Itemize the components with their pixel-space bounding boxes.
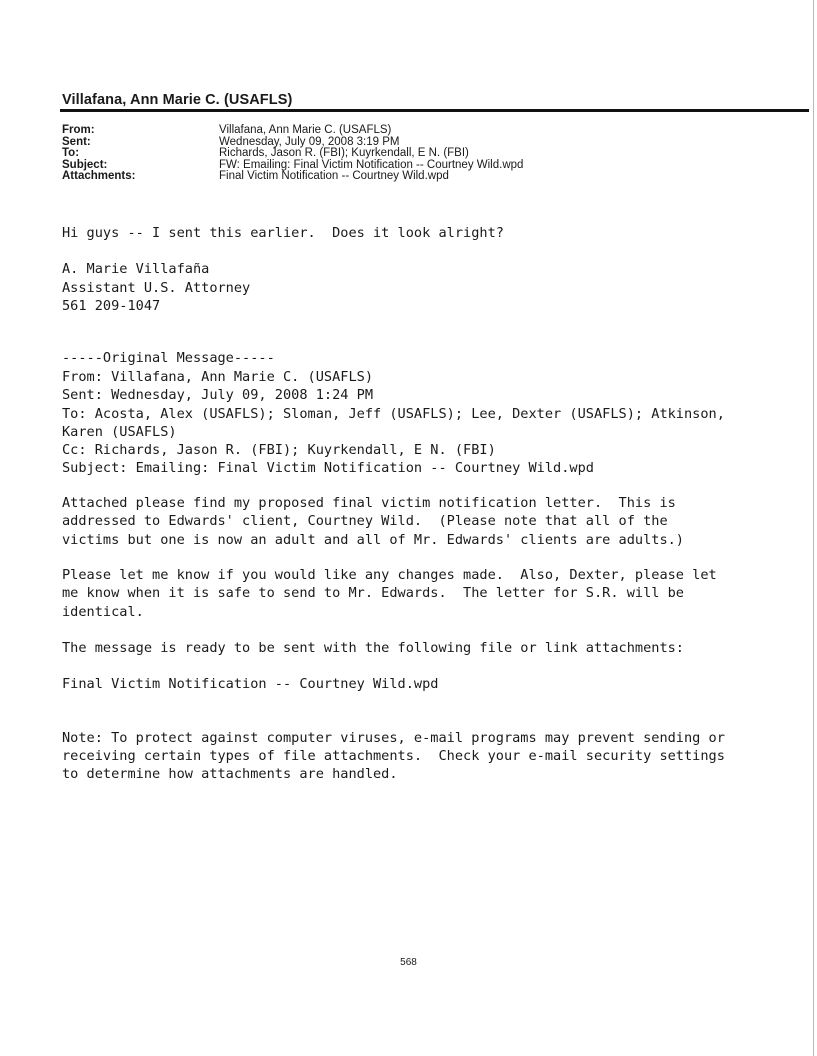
original-cc-line: Cc: Richards, Jason R. (FBI); Kuyrkendall, E N. (FBI) — [62, 442, 496, 458]
signature-title: Assistant U.S. Attorney — [62, 280, 251, 296]
attachments-value: Final Victim Notification -- Courtney Wild.wpd — [219, 170, 449, 182]
original-to-line-continued: Karen (USAFLS) — [62, 424, 177, 440]
from-label: From: — [62, 124, 95, 136]
original-message-divider: -----Original Message----- — [62, 350, 275, 366]
subject-value: FW: Emailing: Final Victim Notification -- Courtney Wild.wpd — [219, 158, 524, 171]
from-value: Villafana, Ann Marie C. (USAFLS) — [219, 124, 392, 136]
ready-to-send-line: The message is ready to be sent with the following file or link attachments: — [62, 640, 684, 656]
signature-phone: 561 209-1047 — [62, 298, 161, 314]
subject-label: Subject: — [62, 158, 108, 171]
security-note-line-2: receiving certain types of file attachments. Check your e-mail security settings — [62, 748, 725, 764]
header-divider — [60, 109, 809, 112]
mailbox-owner-name: Villafana, Ann Marie C. (USAFLS) — [62, 92, 293, 108]
greeting-line: Hi guys -- I sent this earlier. Does it look alright? — [62, 225, 504, 241]
attachment-filename: Final Victim Notification -- Courtney Wild.wpd — [62, 676, 439, 692]
to-row — [62, 148, 523, 160]
to-label: To: — [62, 147, 80, 159]
paragraph-2-line-3: identical. — [62, 604, 144, 620]
paragraph-1-line-1: Attached please find my proposed final victim notification letter. This is — [62, 495, 676, 511]
original-from-line: From: Villafana, Ann Marie C. (USAFLS) — [62, 369, 373, 385]
security-note-line-1: Note: To protect against computer viruses, e-mail programs may prevent sending or — [62, 730, 725, 746]
paragraph-2-line-2: me know when it is safe to send to Mr. Edwards. The letter for S.R. will be — [62, 585, 684, 601]
page-number: 568 — [400, 957, 417, 968]
email-header-fields — [62, 125, 523, 183]
attachments-label: Attachments: — [62, 170, 136, 182]
paragraph-1-line-3: victims but one is now an adult and all of Mr. Edwards' clients are adults.) — [62, 532, 684, 548]
from-row — [62, 125, 523, 137]
original-sent-line: Sent: Wednesday, July 09, 2008 1:24 PM — [62, 387, 373, 403]
original-to-line: To: Acosta, Alex (USAFLS); Sloman, Jeff (USAFLS); Lee, Dexter (USAFLS); Atkinson, — [62, 406, 725, 422]
security-note-line-3: to determine how attachments are handled. — [62, 766, 398, 782]
signature-name: A. Marie Villafaña — [62, 261, 210, 277]
sent-value: Wednesday, July 09, 2008 3:19 PM — [219, 135, 400, 148]
to-value: Richards, Jason R. (FBI); Kuyrkendall, E N. (FBI) — [219, 147, 469, 159]
attachments-row — [62, 171, 523, 183]
original-subject-line: Subject: Emailing: Final Victim Notification -- Courtney Wild.wpd — [62, 460, 594, 476]
paragraph-2-line-1: Please let me know if you would like any changes made. Also, Dexter, please let — [62, 567, 717, 583]
paragraph-1-line-2: addressed to Edwards' client, Courtney Wild. (Please note that all of the — [62, 513, 668, 529]
page-edge-line — [813, 0, 814, 1056]
sent-label: Sent: — [62, 135, 91, 148]
